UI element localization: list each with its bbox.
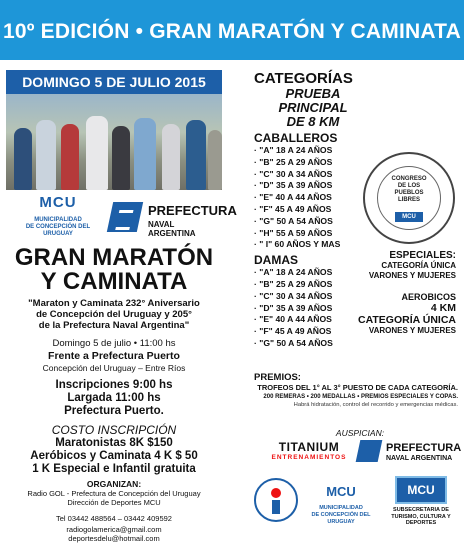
prefectura-sponsor-name: PREFECTURA [386, 442, 462, 454]
cost-title: COSTO INSCRIPCIÓN [51, 423, 177, 437]
main-title-line1: GRAN MARATÓN [14, 244, 214, 271]
list-item: · " I" 60 AÑOS Y MAS [254, 239, 458, 251]
tourism-logo [382, 476, 460, 536]
list-item: · "F" 45 A 49 AÑOS [254, 326, 458, 338]
quote-line: de Concepción del Uruguay y 205° [36, 309, 192, 320]
prizes [254, 372, 458, 409]
prizes-line: 200 REMERAS • 200 MEDALLAS • PREMIOS ESPECIALES Y COPAS. [263, 394, 458, 400]
info-logo-icon [254, 478, 298, 522]
seal-mcu-logo: MCU [395, 212, 423, 222]
organizers-title: ORGANIZAN: [86, 479, 142, 489]
women-title: DAMAS [254, 253, 298, 268]
mcu-letters: MCU [39, 194, 77, 211]
prizes-title: PREMIOS: [254, 372, 301, 383]
quote [6, 298, 222, 331]
special-categories [340, 250, 456, 281]
aerobics-title: AEROBICOS [401, 292, 456, 302]
runner-figure [61, 124, 79, 190]
cost-item: 1 K Especial e Infantil gratuita [32, 463, 196, 475]
list-item: · "G" 50 A 54 AÑOS [254, 216, 458, 228]
prizes-line: TROFEOS DEL 1° AL 3° PUESTO DE CADA CATEGORÍA. [257, 383, 458, 392]
mcu-name: MUNICIPALIDAD DE CONCEPCIÓN DEL URUGUAY [25, 217, 91, 237]
list-item: · "C" 30 A 34 AÑOS [254, 169, 458, 181]
runner-figure [112, 126, 130, 190]
main-race-title [254, 87, 372, 129]
organizer: Radio GOL - Prefectura de Concepción del Uruguay [27, 489, 201, 498]
event-city: Concepción del Uruguay – Entre Ríos [42, 363, 186, 373]
prefectura-logo [110, 202, 237, 238]
start-place: Prefectura Puerto. [64, 405, 164, 417]
list-item: · "B" 25 A 29 AÑOS [254, 157, 458, 169]
prizes-line: Habrá hidratación, control del recorrido y emergencias médicas. [293, 402, 458, 408]
aerobics-category-name: CATEGORÍA ÚNICA [358, 314, 456, 326]
list-item: · "C" 30 A 34 AÑOS [254, 291, 458, 303]
event-location: Frente a Prefectura Puerto [48, 350, 180, 362]
mcu-sponsor-name: MUNICIPALIDAD DE CONCEPCIÓN DEL URUGUAY [311, 505, 371, 525]
aerobics-category [340, 292, 456, 336]
header-bar [0, 0, 464, 60]
contact-email[interactable]: deportesdelu@hotmail.com [68, 534, 160, 543]
runner-figure [162, 124, 180, 190]
list-item: · "F" 45 A 49 AÑOS [254, 204, 458, 216]
runner-figure [86, 116, 108, 190]
titanium-logo [270, 440, 348, 462]
runners-photo [6, 94, 222, 190]
cost-item: Maratonistas 8K $150 [55, 437, 173, 449]
organizer: Dirección de Deportes MCU [67, 498, 161, 507]
quote-line: de la Prefectura Naval Argentina" [38, 320, 190, 331]
organizers [6, 489, 222, 507]
event-date: Domingo 5 de julio • 11:00 hs [52, 338, 176, 349]
titanium-sub: ENTRENAMIENTOS [271, 454, 347, 461]
quote-line: "Maraton y Caminata 232° Aniversario [28, 298, 200, 309]
mcu-logo [18, 194, 98, 240]
runner-figure [14, 128, 32, 190]
cost-item: Aeróbicos y Caminata 4 K $ 50 [30, 450, 198, 462]
tourism-logo-mark: MCU [395, 476, 447, 504]
main-race-line: DE 8 KM [286, 114, 340, 129]
main-title [6, 246, 222, 294]
list-item: · "G" 50 A 54 AÑOS [254, 338, 458, 350]
runner-figure [186, 120, 206, 190]
seal-text: CONGRESO DE LOS PUEBLOS LIBRES [391, 176, 427, 203]
logos-row [6, 192, 237, 242]
schedule [6, 379, 222, 418]
main-title-line2: Y CAMINATA [40, 268, 188, 295]
runner-figure [208, 130, 222, 190]
cost-list [6, 437, 222, 476]
left-column [6, 70, 237, 543]
header-title: 10º EDICIÓN • GRAN MARATÓN Y CAMINATA [3, 20, 461, 43]
runner-figure [36, 120, 56, 190]
aerobics-distance: 4 KM [430, 302, 456, 314]
contact-email[interactable]: radiogolamerica@gmail.com [66, 525, 162, 534]
tourism-logo-text: SUBSECRETARIA DE TURISMO, CULTURA Y DEPORTES [391, 507, 451, 526]
list-item: · "D" 35 A 39 AÑOS [254, 303, 458, 315]
prefectura-sponsor-sub: NAVAL ARGENTINA [386, 455, 453, 462]
prefectura-sub: NAVAL ARGENTINA [148, 220, 196, 238]
list-item: · "E" 40 A 44 AÑOS [254, 192, 458, 204]
list-item: · "A" 18 A 24 AÑOS [254, 267, 458, 279]
date-banner: DOMINGO 5 DE JULIO 2015 [6, 70, 222, 94]
main-race-line: PRUEBA PRINCIPAL [278, 86, 348, 115]
titanium-name: TITANIUM [278, 440, 340, 454]
prefectura-mark-icon [107, 202, 143, 232]
special-line: CATEGORÍA ÚNICA [381, 261, 456, 270]
mcu-sponsor-letters: MCU [326, 484, 356, 499]
contact-phone: Tel 03442 488564 – 03442 409592 [56, 514, 172, 523]
prefectura-sponsor-logo [358, 440, 462, 464]
list-item: · "B" 25 A 29 AÑOS [254, 279, 458, 291]
prefectura-name: PREFECTURA [148, 203, 237, 218]
list-item: · "E" 40 A 44 AÑOS [254, 314, 458, 326]
men-title: CABALLEROS [254, 131, 338, 145]
prefectura-mark-icon [356, 440, 383, 462]
special-line: VARONES Y MUJERES [368, 271, 456, 280]
special-title: ESPECIALES: [389, 250, 456, 261]
runner-figure [134, 118, 156, 190]
bicentenary-seal [363, 152, 455, 244]
categories-title: CATEGORÍAS [254, 70, 353, 87]
start-time: Largada 11:00 hs [67, 392, 161, 404]
list-item: · "A" 18 A 24 AÑOS [254, 145, 458, 157]
list-item: · "H" 55 A 59 AÑOS [254, 228, 458, 240]
mcu-sponsor-logo [307, 478, 375, 530]
contact [6, 514, 222, 543]
registration-time: Inscripciones 9:00 hs [55, 379, 173, 391]
aerobics-sub: VARONES Y MUJERES [368, 326, 456, 335]
list-item: · "D" 35 A 39 AÑOS [254, 180, 458, 192]
sponsors-title: AUSPICIAN: [335, 428, 385, 438]
